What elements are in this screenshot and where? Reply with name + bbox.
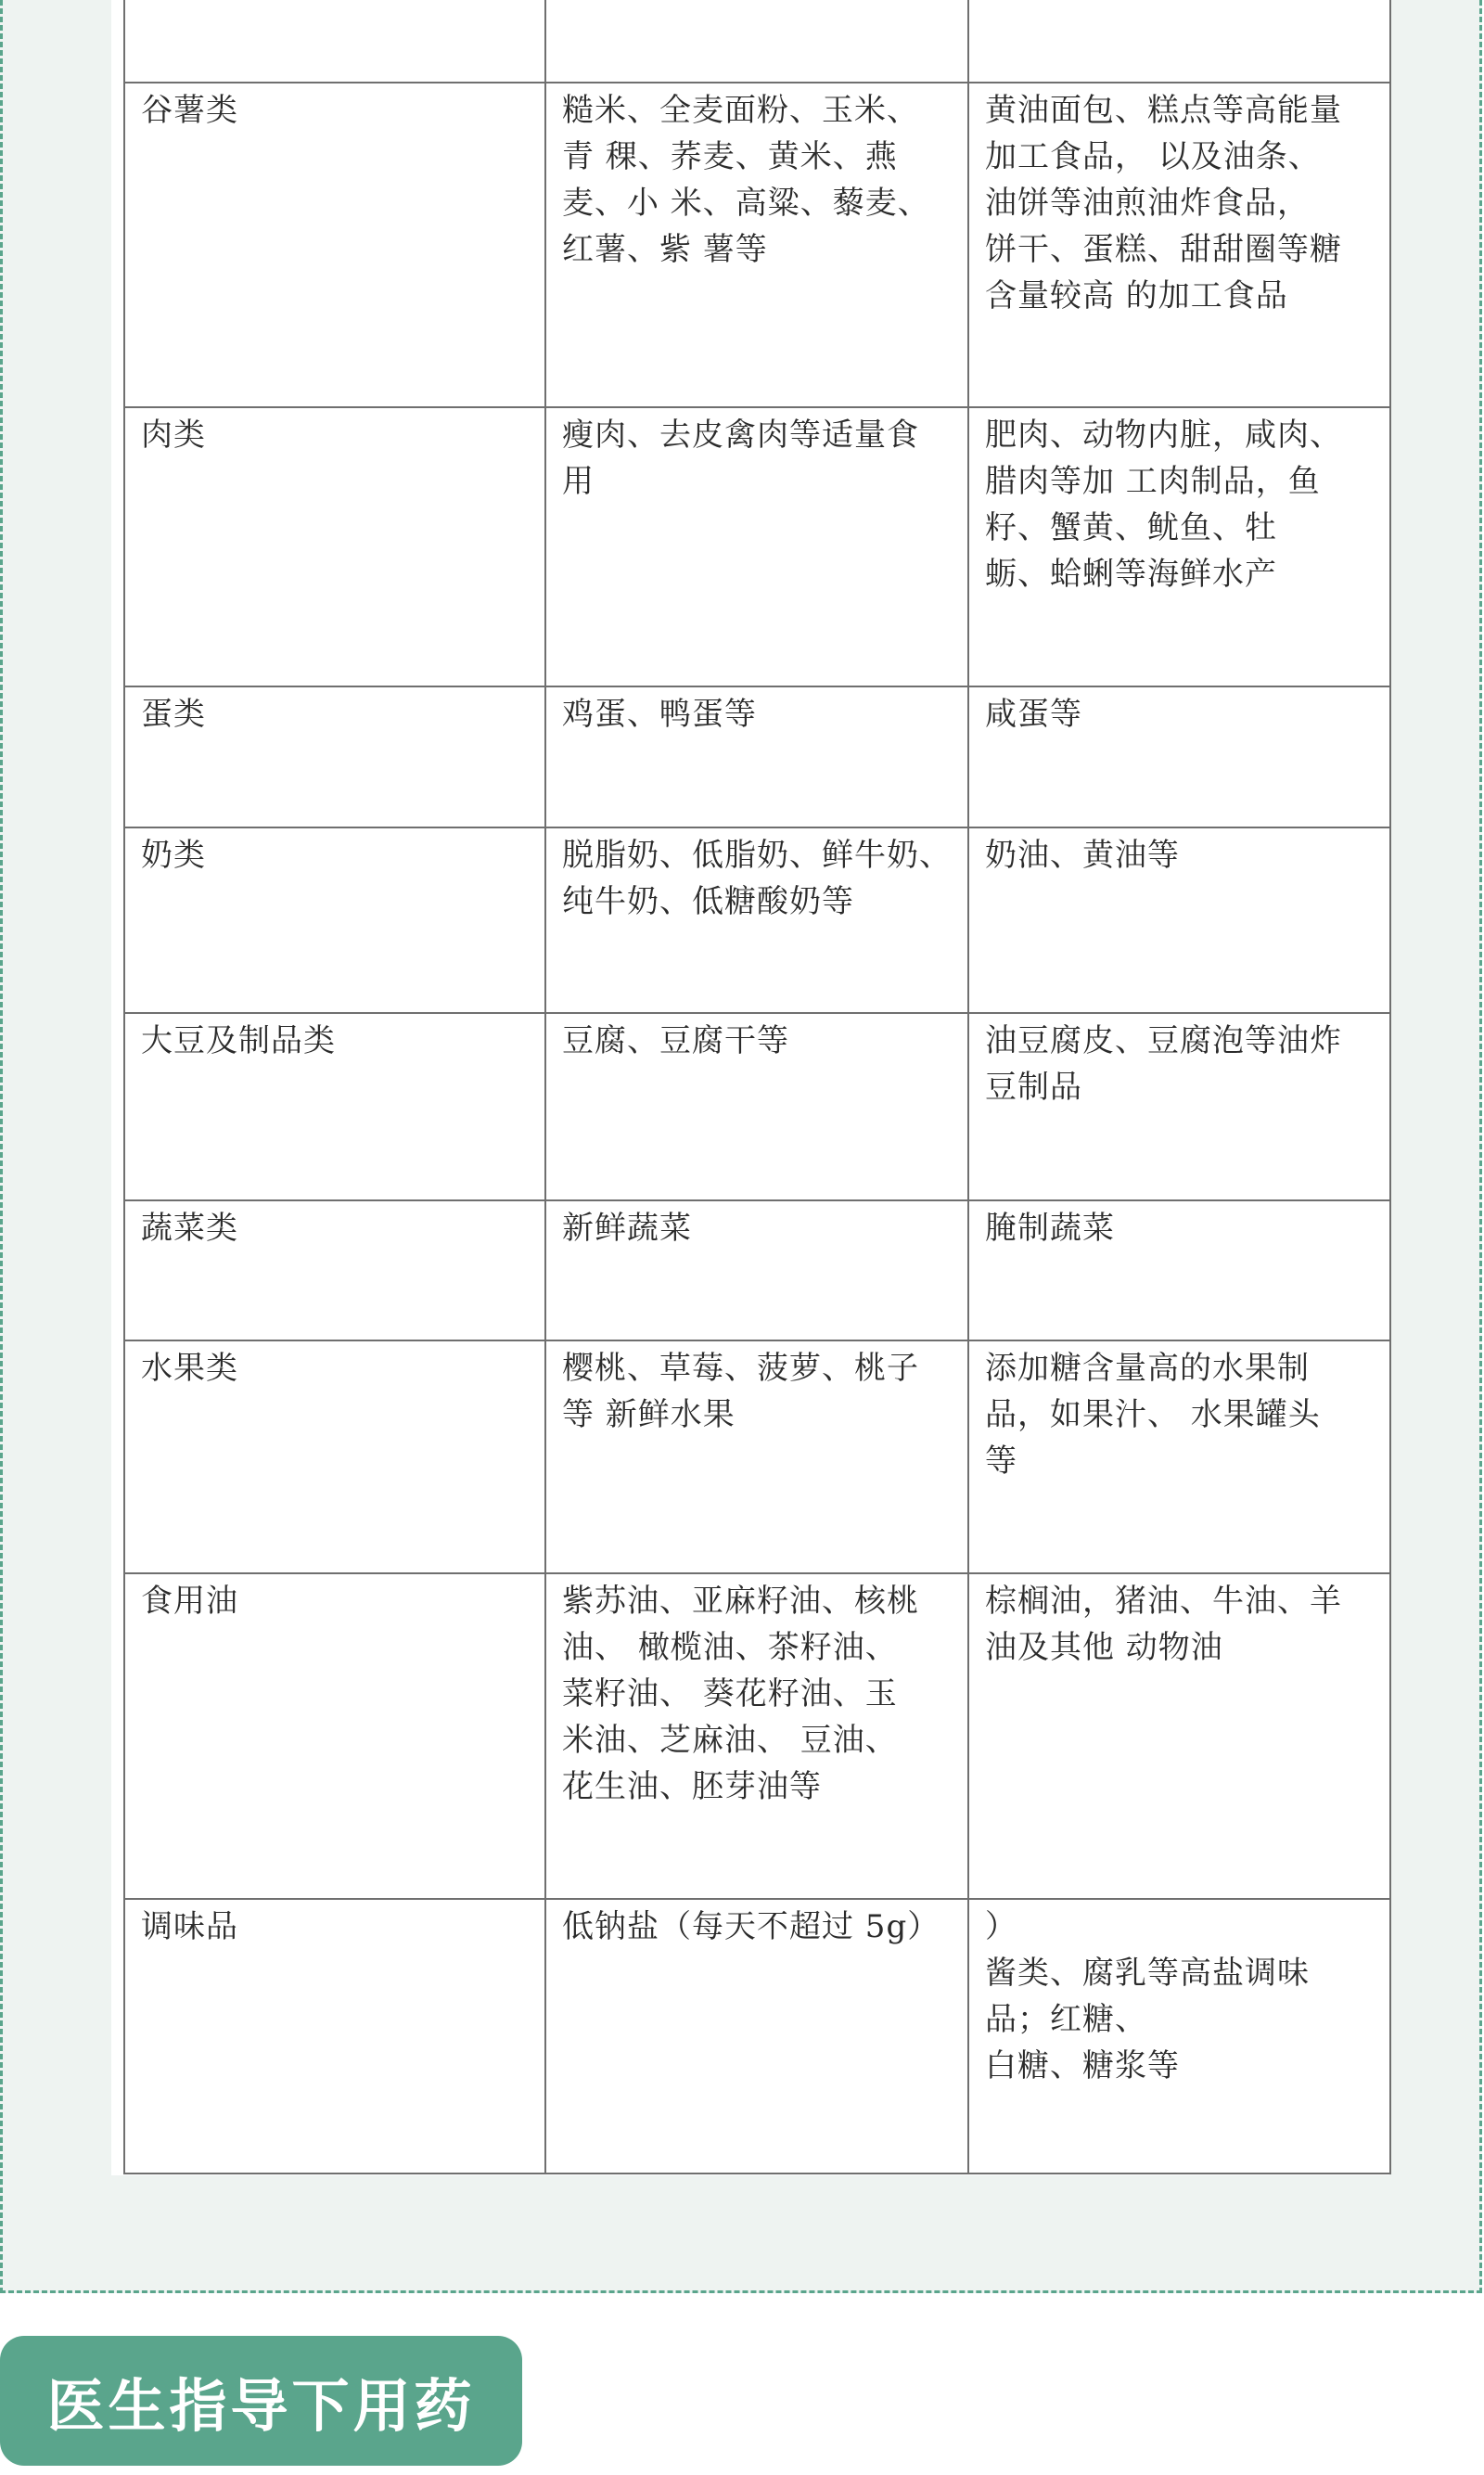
recommended-cell	[545, 1013, 968, 1200]
table-row	[124, 0, 1390, 83]
table-row	[124, 1013, 1390, 1200]
cell-text-line: 油豆腐皮、豆腐泡等油炸	[985, 1022, 1342, 1059]
cell-text-line: 白糖、糖浆等	[985, 2047, 1180, 2084]
avoid-cell	[968, 1200, 1390, 1340]
avoid-cell	[968, 407, 1390, 686]
doctor-guidance-button[interactable]	[0, 2336, 522, 2466]
cell-text-line: 米油、芝麻油、 豆油、	[562, 1722, 898, 1759]
recommended-cell	[545, 686, 968, 827]
avoid-cell	[968, 686, 1390, 827]
doctor-guidance-label: 医生指导下用药	[46, 2371, 476, 2440]
cell-text-line: 添加糖含量高的水果制	[985, 1350, 1310, 1387]
table-row	[124, 407, 1390, 686]
recommended-cell	[545, 83, 968, 407]
cell-text-line: 加工食品， 以及油条、	[985, 138, 1321, 175]
cell-text-line: 肥肉、动物内脏，咸肉、	[985, 417, 1342, 454]
category-cell: 蛋类	[124, 686, 545, 827]
category-cell: 谷薯类	[124, 83, 545, 407]
avoid-cell	[968, 1573, 1390, 1899]
cell-text-line: 饼干、蛋糕、甜甜圈等糖	[985, 231, 1342, 268]
diet-table	[123, 0, 1391, 2174]
cell-text-line: 等	[985, 1443, 1017, 1480]
cell-text-line: 含量较高 的加工食品	[985, 277, 1288, 314]
cell-text-line: 青 稞、荞麦、黄米、燕	[562, 138, 898, 175]
cell-text-line: 品；红糖、	[985, 2001, 1147, 2038]
cell-text-line: 油饼等油煎油炸食品，	[985, 185, 1310, 222]
cell-text-line: 咸蛋等	[985, 696, 1082, 733]
avoid-cell	[968, 1340, 1390, 1573]
recommended-cell	[545, 1899, 968, 2174]
cell-text-line: 纯牛奶、低糖酸奶等	[562, 883, 854, 920]
category-cell: 调味品	[124, 1899, 545, 2174]
cell-text-line: 奶油、黄油等	[985, 837, 1180, 874]
cell-text-line: 麦、小 米、高粱、藜麦、	[562, 185, 930, 222]
cell-text-line: 品，如果汁、 水果罐头	[985, 1396, 1321, 1433]
cell-text-line: 脱脂奶、低脂奶、鲜牛奶、	[562, 837, 952, 874]
cell-text-line: 瘦肉、去皮禽肉等适量食	[562, 417, 919, 454]
table-row	[124, 83, 1390, 407]
cell-text-line: 低钠盐（每天不超过 5g）	[562, 1908, 940, 1945]
avoid-cell	[968, 1899, 1390, 2174]
cell-text-line: 红薯、紫 薯等	[562, 231, 768, 268]
cell-text-line: 油、 橄榄油、茶籽油、	[562, 1629, 898, 1666]
cell-text-line: 腌制蔬菜	[985, 1210, 1115, 1247]
cell-text-line: 酱类、腐乳等高盐调味	[985, 1955, 1310, 1992]
category-cell: 蔬菜类	[124, 1200, 545, 1340]
cell-text-line: 黄油面包、糕点等高能量	[985, 92, 1342, 129]
table-row	[124, 686, 1390, 827]
cell-text-line: 菜籽油、 葵花籽油、玉	[562, 1675, 898, 1712]
cell-text-line: 等 新鲜水果	[562, 1396, 736, 1433]
cell-text-line: 腊肉等加 工肉制品，鱼	[985, 463, 1321, 500]
cell-text-line: 蛎、蛤蜊等海鲜水产	[985, 556, 1277, 593]
cell-text-line: ）	[985, 1908, 1017, 1945]
diet-table-body	[124, 0, 1390, 2174]
cell-text-line: 油及其他 动物油	[985, 1629, 1223, 1666]
category-cell: 食用油	[124, 1573, 545, 1899]
category-cell: 水果类	[124, 1340, 545, 1573]
recommended-cell	[545, 827, 968, 1013]
avoid-cell	[968, 827, 1390, 1013]
table-row	[124, 1899, 1390, 2174]
cell-text-line: 新鲜蔬菜	[562, 1210, 692, 1247]
table-row	[124, 1200, 1390, 1340]
recommended-cell	[545, 0, 968, 83]
avoid-cell	[968, 0, 1390, 83]
recommended-cell	[545, 1200, 968, 1340]
table-row	[124, 1573, 1390, 1899]
category-cell	[124, 0, 545, 83]
recommended-cell	[545, 407, 968, 686]
category-cell: 奶类	[124, 827, 545, 1013]
cell-text-line: 豆腐、豆腐干等	[562, 1022, 789, 1059]
avoid-cell	[968, 1013, 1390, 1200]
cell-text-line: 籽、蟹黄、鱿鱼、牡	[985, 509, 1277, 546]
cell-text-line: 用	[562, 463, 595, 500]
cell-text-line: 樱桃、草莓、菠萝、桃子	[562, 1350, 919, 1387]
category-cell: 肉类	[124, 407, 545, 686]
table-row	[124, 827, 1390, 1013]
cell-text-line: 紫苏油、亚麻籽油、核桃	[562, 1583, 919, 1620]
recommended-cell	[545, 1340, 968, 1573]
cell-text-line: 豆制品	[985, 1069, 1082, 1106]
recommended-cell	[545, 1573, 968, 1899]
cell-text-line: 棕榈油，猪油、牛油、羊	[985, 1583, 1342, 1620]
cell-text-line: 糙米、全麦面粉、玉米、	[562, 92, 919, 129]
cell-text-line: 鸡蛋、鸭蛋等	[562, 696, 757, 733]
table-row	[124, 1340, 1390, 1573]
cell-text-line: 花生油、胚芽油等	[562, 1768, 822, 1805]
category-cell: 大豆及制品类	[124, 1013, 545, 1200]
avoid-cell	[968, 83, 1390, 407]
